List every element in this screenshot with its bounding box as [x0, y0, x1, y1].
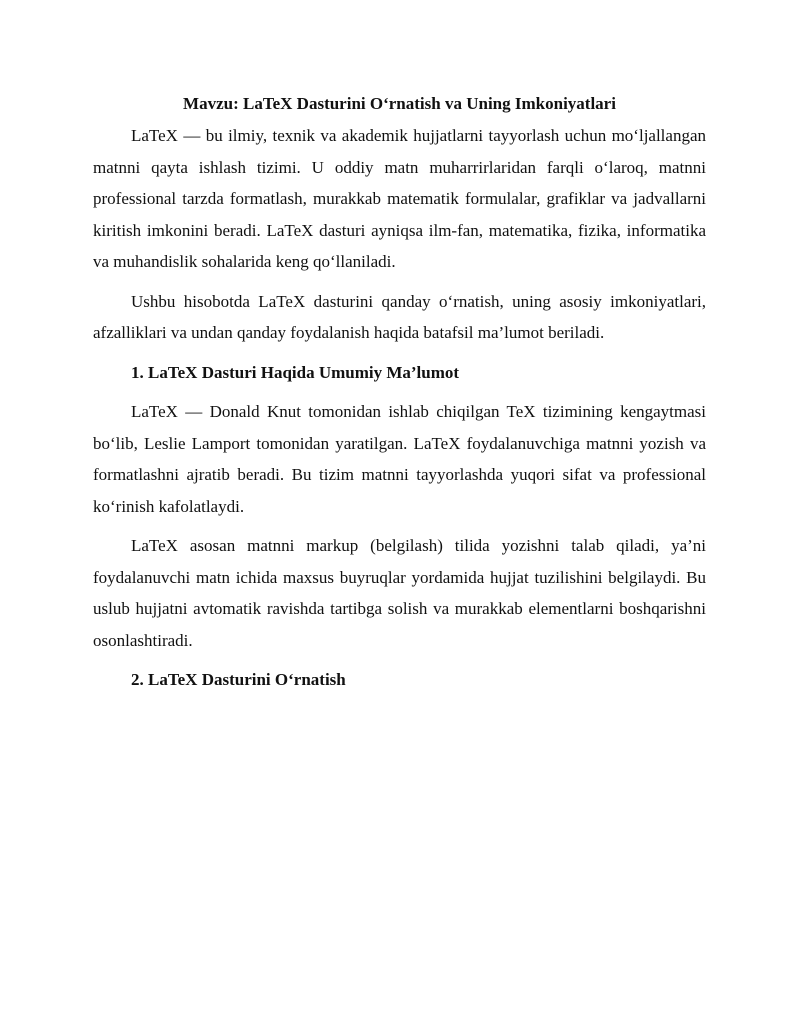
section-2-heading: 2. LaTeX Dasturini O‘rnatish	[131, 670, 346, 689]
document-title: Mavzu: LaTeX Dasturini O‘rnatish va Uning Imkoniyatlari	[183, 94, 616, 113]
document-body	[93, 92, 706, 704]
section-1-paragraph-2: LaTeX asosan matnni markup (belgilash) tilida yozishni talab qiladi, ya’ni foydalanuvchi matn ichida maxsus buyruqlar yordamida hujjat tuzilishini belgilaydi. Bu uslub hujjatni avtomatik ravishda tartibga solish va murakkab elementlarni boshqarishni osonlashtiradi.	[93, 536, 706, 650]
section-1-paragraph-1: LaTeX — Donald Knut tomonidan ishlab chiqilgan TeX tizimining kengaytmasi bo‘lib, Leslie Lamport tomonidan yaratilgan. LaTeX foydalanuvchiga matnni yozish va formatlashni ajratib beradi. Bu tizim matnni tayyorlashda yuqori sifat va professional ko‘rinish kafolatlaydi.	[93, 402, 706, 516]
intro-paragraph-1: LaTeX — bu ilmiy, texnik va akademik hujjatlarni tayyorlash uchun mo‘ljallangan matnni qayta ishlash tizimi. U oddiy matn muharrirlaridan farqli o‘laroq, matnni professional tarzda formatlash, murakkab matematik formulalar, grafiklar va jadvallarni kiritish imkonini beradi. LaTeX dasturi ayniqsa ilm-fan, matematika, fizika, informatika va muhandislik sohalarida keng qo‘llaniladi.	[93, 126, 706, 271]
section-1-heading: 1. LaTeX Dasturi Haqida Umumiy Ma’lumot	[131, 362, 460, 382]
intro-paragraph-2: Ushbu hisobotda LaTeX dasturini qanday o‘rnatish, uning asosiy imkoniyatlari, afzalliklari va undan qanday foydalanish haqida batafsil ma’lumot beriladi.	[93, 291, 706, 342]
